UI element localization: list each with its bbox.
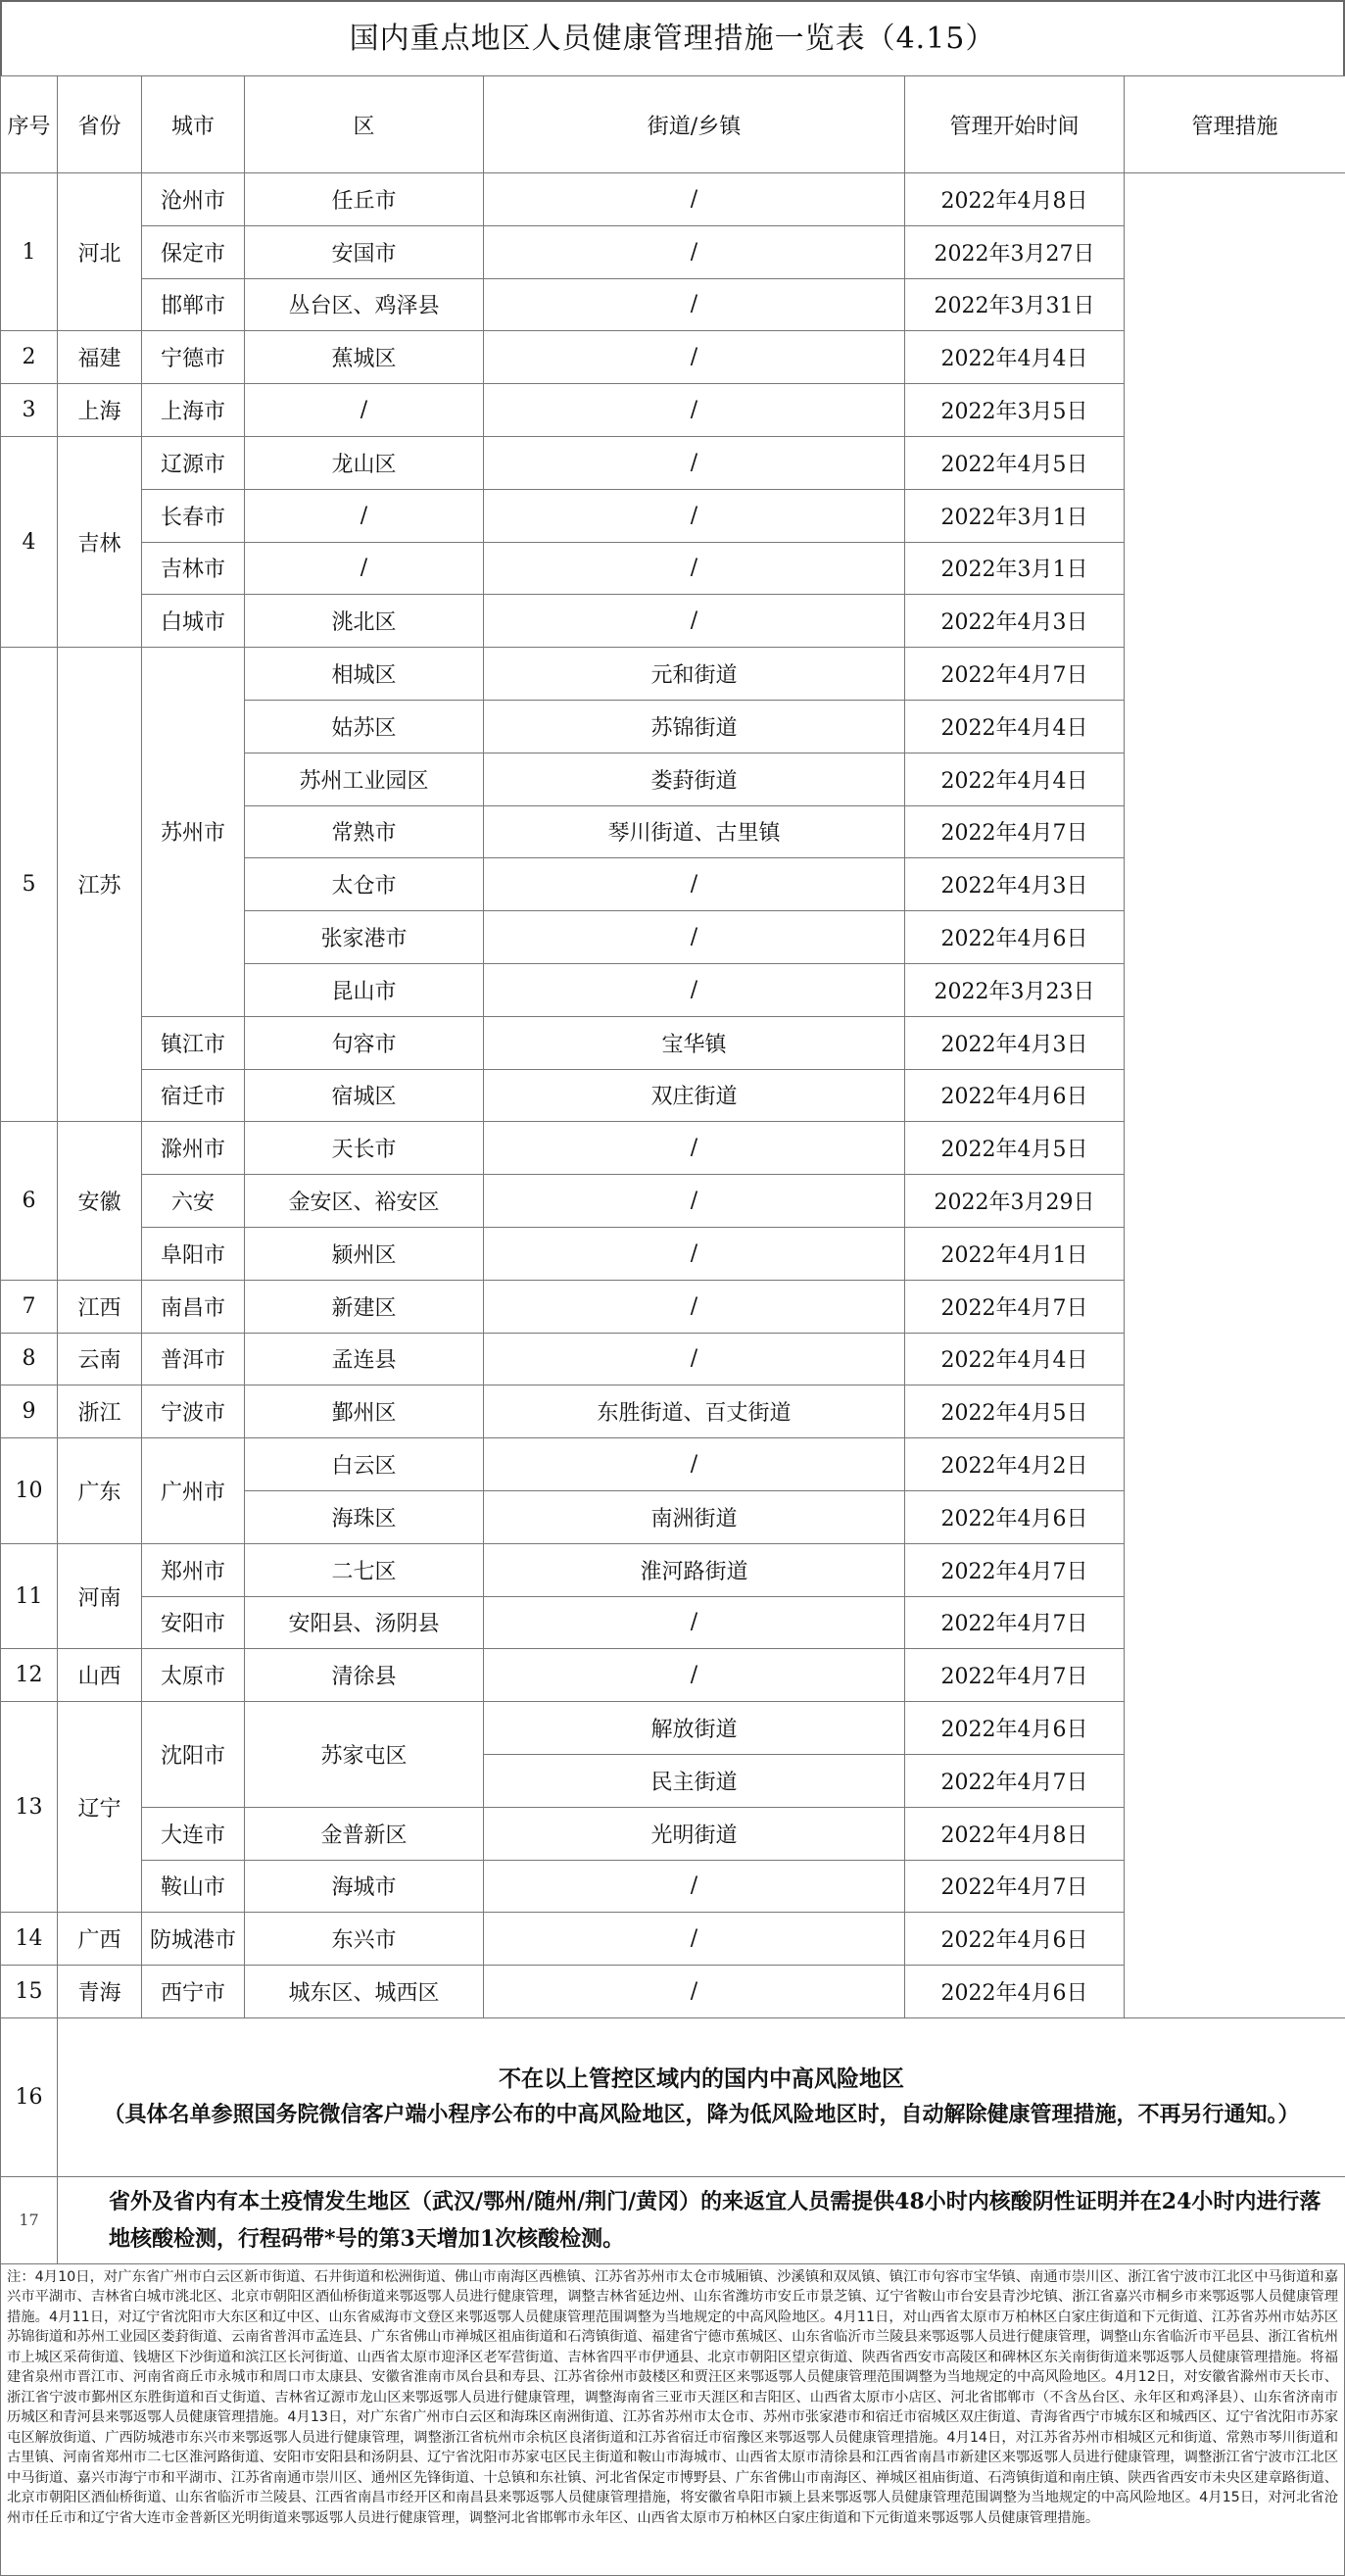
cell-start-date: 2022年4月5日 xyxy=(905,1385,1125,1438)
cell-district: 任丘市 xyxy=(245,173,484,226)
cell-street: 东胜街道、百丈街道 xyxy=(484,1385,905,1438)
cell-start-date: 2022年4月3日 xyxy=(905,858,1125,911)
cell-start-date: 2022年4月3日 xyxy=(905,1016,1125,1069)
cell-street: 元和街道 xyxy=(484,648,905,701)
cell-start-date: 2022年4月2日 xyxy=(905,1438,1125,1491)
cell-start-date: 2022年4月6日 xyxy=(905,1490,1125,1543)
cell-province: 山西 xyxy=(58,1649,142,1702)
cell-district: 新建区 xyxy=(245,1280,484,1333)
cell-district: 二七区 xyxy=(245,1543,484,1596)
cell-city: 宿迁市 xyxy=(142,1069,245,1122)
cell-start-date: 2022年3月27日 xyxy=(905,225,1125,278)
cell-no: 12 xyxy=(1,1649,58,1702)
cell-province: 安徽 xyxy=(58,1122,142,1280)
cell-province: 广西 xyxy=(58,1913,142,1966)
cell-no: 11 xyxy=(1,1543,58,1649)
table-body xyxy=(1,173,1345,2264)
cell-district: 颍州区 xyxy=(245,1227,484,1280)
header-row xyxy=(1,76,1345,173)
table-row-17 xyxy=(1,2176,1345,2263)
cell-district: 清徐县 xyxy=(245,1649,484,1702)
cell-province: 江苏 xyxy=(58,648,142,1122)
cell-street: / xyxy=(484,963,905,1016)
cell-city: 南昌市 xyxy=(142,1280,245,1333)
cell-start-date: 2022年4月6日 xyxy=(905,1913,1125,1966)
cell-city: 鞍山市 xyxy=(142,1860,245,1913)
cell-start-date: 2022年4月6日 xyxy=(905,911,1125,964)
cell-no: 4 xyxy=(1,436,58,647)
cell-start-date: 2022年4月6日 xyxy=(905,1069,1125,1122)
cell-city: 阜阳市 xyxy=(142,1227,245,1280)
cell-city: 长春市 xyxy=(142,489,245,542)
cell-province: 江西 xyxy=(58,1280,142,1333)
cell-start-date: 2022年4月4日 xyxy=(905,700,1125,753)
cell-street: / xyxy=(484,911,905,964)
cell-province: 浙江 xyxy=(58,1385,142,1438)
header-measures: 管理措施 xyxy=(1125,76,1345,173)
cell-district: 孟连县 xyxy=(245,1333,484,1385)
cell-province: 福建 xyxy=(58,331,142,384)
cell-city: 大连市 xyxy=(142,1807,245,1860)
cell-province: 上海 xyxy=(58,384,142,437)
cell-start-date: 2022年4月7日 xyxy=(905,648,1125,701)
cell-start-date: 2022年4月8日 xyxy=(905,1807,1125,1860)
cell-start-date: 2022年3月29日 xyxy=(905,1175,1125,1228)
cell-start-date: 2022年4月1日 xyxy=(905,1227,1125,1280)
cell-start-date: 2022年3月23日 xyxy=(905,963,1125,1016)
header-district: 区 xyxy=(245,76,484,173)
cell-street: / xyxy=(484,542,905,595)
cell-street: / xyxy=(484,1860,905,1913)
cell-no: 9 xyxy=(1,1385,58,1438)
cell-district: 金安区、裕安区 xyxy=(245,1175,484,1228)
cell-district: / xyxy=(245,542,484,595)
cell-district: 金普新区 xyxy=(245,1807,484,1860)
cell-district: 蕉城区 xyxy=(245,331,484,384)
cell-district: 昆山市 xyxy=(245,963,484,1016)
cell-city: 安阳市 xyxy=(142,1596,245,1649)
cell-no: 14 xyxy=(1,1913,58,1966)
page-title: 国内重点地区人员健康管理措施一览表（4.15） xyxy=(0,0,1345,75)
note-text: 注：4月10日，对广东省广州市白云区新市街道、石井街道和松洲街道、佛山市南海区西樵镇、江苏省苏州市太仓市城厢镇、沙溪镇和双凤镇、镇江市句容市宝华镇、南通市崇川区、浙江省宁波市江北区中马街道和嘉兴市平湖市、吉林省白城市洮北区、北京市朝阳区酒仙桥街道来鄂返鄂人员进行健康管理，调整吉林省延边州、山东省潍坊市安丘市景芝镇、辽宁省鞍山市台安县青沙坨镇、浙江省嘉兴市桐乡市来鄂返鄂人员健康管理措施。4月11日，对辽宁省沈阳市大东区和辽中区、山东省威海市文登区来鄂返鄂人员健康管理范围调整为当地规定的中高风险地区。4月11日，对山西省太原市万柏林区白家庄街道和下元街道、江苏省苏州市姑苏区苏锦街道和苏州工业园区娄葑街道、云南省普洱市孟连县、广东省佛山市禅城区祖庙街道和石湾镇街道、福建省宁德市蕉城区、山东省临沂市兰陵县来鄂返鄂人员进行健康管理，调整山东省临沂市平邑县、浙江省杭州市上城区采荷街道、钱塘区下沙街道和滨江区长河街道、山西省太原市迎泽区老军营街道、吉林省四平市伊通县、北京市朝阳区望京街道、陕西省西安市高陵区和碑林区东关南街街道来鄂返鄂人员健康管理措施。将福建省泉州市晋江市、河南省商丘市永城市和周口市太康县、安徽省淮南市凤台县和寿县、江苏省徐州市鼓楼区和贾汪区来鄂返鄂人员健康管理范围调整为当地规定的中高风险地区。4月12日，对安徽省滁州市天长市、浙江省宁波市鄞州区东胜街道和百丈街道、吉林省辽源市龙山区来鄂返鄂人员进行健康管理，调整海南省三亚市天涯区和吉阳区、山西省太原市小店区、河北省邯郸市（不含丛台区、永年区和鸡泽县）、山东省济南市历城区和青河县来鄂返鄂人员健康管理措施。4月13日，对广东省广州市白云区和海珠区南洲街道、江苏省苏州市太仓市、苏州市张家港市和宿迁市宿城区双庄街道、青海省西宁市城东区和城西区、辽宁省沈阳市苏家屯区解放街道、广西防城港市东兴市来鄂返鄂人员进行健康管理，调整浙江省杭州市余杭区良渚街道和江苏省宿迁市宿豫区来鄂返鄂人员健康管理措施。4月14日，对江苏省苏州市相城区元和街道、常熟市琴川街道和古里镇、河南省郑州市二七区淮河路街道、安阳市安阳县和汤阴县、辽宁省沈阳市苏家屯区民主街道和鞍山市海城市、山西省太原市清徐县和江西省南昌市新建区来鄂返鄂人员进行健康管理，调整浙江省宁波市江北区中马街道、嘉兴市海宁市和平湖市、江苏省南通市崇川区、通州区先锋街道、十总镇和东社镇、河北省保定市博野县、广东省佛山市南海区、禅城区祖庙街道、石湾镇街道和南庄镇、陕西省西安市未央区建章路街道、北京市朝阳区酒仙桥街道、山东省临沂市兰陵县、江西省南昌市经开区和南昌县来鄂返鄂人员健康管理措施，将安徽省阜阳市颍上县来鄂返鄂人员健康管理范围调整为当地规定的中高风险地区。4月15日，对河北省沧州市任丘市和辽宁省大连市金普新区光明街道来鄂返鄂人员进行健康管理，调整河北省邯郸市永年区、山西省太原市万柏林区白家庄街道和下元街道来鄂返鄂人员健康管理措施。 xyxy=(0,2264,1345,2576)
cell-street: 解放街道 xyxy=(484,1702,905,1755)
cell-street: 琴川街道、古里镇 xyxy=(484,805,905,858)
cell-street: / xyxy=(484,1122,905,1175)
cell-start-date: 2022年3月1日 xyxy=(905,542,1125,595)
cell-province: 青海 xyxy=(58,1966,142,2018)
cell-district: 句容市 xyxy=(245,1016,484,1069)
cell-city: 广州市 xyxy=(142,1438,245,1544)
cell-province: 河北 xyxy=(58,173,142,331)
cell-district: / xyxy=(245,384,484,437)
cell-district: 常熟市 xyxy=(245,805,484,858)
table-row-16 xyxy=(1,2017,1345,2176)
cell-street: 光明街道 xyxy=(484,1807,905,1860)
cell-street: / xyxy=(484,1649,905,1702)
cell-start-date: 2022年4月7日 xyxy=(905,1280,1125,1333)
cell-no: 2 xyxy=(1,331,58,384)
cell-district: 苏州工业园区 xyxy=(245,753,484,805)
cell-district: 安阳县、汤阴县 xyxy=(245,1596,484,1649)
cell-city: 太原市 xyxy=(142,1649,245,1702)
cell-city: 防城港市 xyxy=(142,1913,245,1966)
cell-city: 沧州市 xyxy=(142,173,245,226)
cell-no: 1 xyxy=(1,173,58,331)
cell-city: 上海市 xyxy=(142,384,245,437)
cell-start-date: 2022年4月4日 xyxy=(905,753,1125,805)
row16-line1: 不在以上管控区域内的国内中高风险地区 xyxy=(499,2066,904,2093)
cell-start-date: 2022年4月7日 xyxy=(905,1543,1125,1596)
header-city: 城市 xyxy=(142,76,245,173)
cell-province: 广东 xyxy=(58,1438,142,1544)
cell-city: 普洱市 xyxy=(142,1333,245,1385)
cell-no: 16 xyxy=(1,2017,58,2176)
cell-street: 娄葑街道 xyxy=(484,753,905,805)
cell-district: 天长市 xyxy=(245,1122,484,1175)
cell-district: 白云区 xyxy=(245,1438,484,1491)
header-start-date: 管理开始时间 xyxy=(905,76,1125,173)
cell-city: 辽源市 xyxy=(142,436,245,489)
cell-district: 太仓市 xyxy=(245,858,484,911)
cell-start-date: 2022年4月6日 xyxy=(905,1702,1125,1755)
cell-street: / xyxy=(484,1227,905,1280)
cell-start-date: 2022年4月7日 xyxy=(905,1596,1125,1649)
cell-province: 河南 xyxy=(58,1543,142,1649)
cell-start-date: 2022年4月8日 xyxy=(905,173,1125,226)
cell-no: 5 xyxy=(1,648,58,1122)
cell-district: 姑苏区 xyxy=(245,700,484,753)
cell-no: 3 xyxy=(1,384,58,437)
cell-street: / xyxy=(484,1280,905,1333)
cell-city: 苏州市 xyxy=(142,648,245,1017)
cell-street: / xyxy=(484,489,905,542)
cell-start-date: 2022年4月5日 xyxy=(905,436,1125,489)
cell-street: / xyxy=(484,595,905,648)
cell-district: 鄞州区 xyxy=(245,1385,484,1438)
cell-no: 17 xyxy=(1,2176,58,2263)
cell-start-date: 2022年3月31日 xyxy=(905,278,1125,331)
cell-city: 滁州市 xyxy=(142,1122,245,1175)
cell-start-date: 2022年3月1日 xyxy=(905,489,1125,542)
cell-city: 六安 xyxy=(142,1175,245,1228)
cell-street: 民主街道 xyxy=(484,1754,905,1807)
cell-district: 龙山区 xyxy=(245,436,484,489)
cell-street: / xyxy=(484,384,905,437)
cell-street: 苏锦街道 xyxy=(484,700,905,753)
cell-street: 双庄街道 xyxy=(484,1069,905,1122)
cell-no: 7 xyxy=(1,1280,58,1333)
cell-street: / xyxy=(484,1175,905,1228)
cell-start-date: 2022年4月3日 xyxy=(905,595,1125,648)
cell-street: / xyxy=(484,1438,905,1491)
health-management-table xyxy=(0,75,1345,2264)
cell-street: / xyxy=(484,858,905,911)
cell-start-date: 2022年4月4日 xyxy=(905,1333,1125,1385)
header-province: 省份 xyxy=(58,76,142,173)
cell-city: 保定市 xyxy=(142,225,245,278)
cell-district: 安国市 xyxy=(245,225,484,278)
cell-city: 宁德市 xyxy=(142,331,245,384)
cell-city: 吉林市 xyxy=(142,542,245,595)
cell-no: 6 xyxy=(1,1122,58,1280)
cell-street: / xyxy=(484,278,905,331)
cell-city: 西宁市 xyxy=(142,1966,245,2018)
cell-street: / xyxy=(484,436,905,489)
row16-line2: （具体名单参照国务院微信客户端小程序公布的中高风险地区，降为低风险地区时，自动解除健康管理措施，不再另行通知。） xyxy=(103,2102,1300,2128)
cell-district: 苏家屯区 xyxy=(245,1702,484,1808)
cell-start-date: 2022年4月4日 xyxy=(905,331,1125,384)
cell-province: 云南 xyxy=(58,1333,142,1385)
cell-city: 白城市 xyxy=(142,595,245,648)
cell-street: / xyxy=(484,331,905,384)
cell-street: / xyxy=(484,1966,905,2018)
cell-street: / xyxy=(484,1596,905,1649)
cell-start-date: 2022年4月6日 xyxy=(905,1966,1125,2018)
cell-start-date: 2022年3月5日 xyxy=(905,384,1125,437)
cell-street: 淮河路街道 xyxy=(484,1543,905,1596)
cell-no: 10 xyxy=(1,1438,58,1544)
cell-district: 相城区 xyxy=(245,648,484,701)
cell-street: / xyxy=(484,1333,905,1385)
cell-district: 城东区、城西区 xyxy=(245,1966,484,2018)
cell-province: 辽宁 xyxy=(58,1702,142,1913)
cell-start-date: 2022年4月7日 xyxy=(905,1754,1125,1807)
cell-city: 镇江市 xyxy=(142,1016,245,1069)
cell-street: / xyxy=(484,173,905,226)
cell-no: 13 xyxy=(1,1702,58,1913)
header-no: 序号 xyxy=(1,76,58,173)
cell-district: 海城市 xyxy=(245,1860,484,1913)
cell-city: 郑州市 xyxy=(142,1543,245,1596)
cell-start-date: 2022年4月7日 xyxy=(905,805,1125,858)
cell-province: 吉林 xyxy=(58,436,142,647)
row16-text xyxy=(58,2017,1345,2176)
cell-start-date: 2022年4月7日 xyxy=(905,1860,1125,1913)
cell-city: 沈阳市 xyxy=(142,1702,245,1808)
cell-city: 宁波市 xyxy=(142,1385,245,1438)
cell-measures xyxy=(1125,173,1345,2018)
cell-city: 邯郸市 xyxy=(142,278,245,331)
cell-district: / xyxy=(245,489,484,542)
cell-street: / xyxy=(484,225,905,278)
cell-no: 8 xyxy=(1,1333,58,1385)
cell-start-date: 2022年4月5日 xyxy=(905,1122,1125,1175)
header-street: 街道/乡镇 xyxy=(484,76,905,173)
cell-district: 东兴市 xyxy=(245,1913,484,1966)
cell-no: 15 xyxy=(1,1966,58,2018)
cell-district: 海珠区 xyxy=(245,1490,484,1543)
cell-district: 丛台区、鸡泽县 xyxy=(245,278,484,331)
cell-street: / xyxy=(484,1913,905,1966)
cell-district: 宿城区 xyxy=(245,1069,484,1122)
cell-district: 洮北区 xyxy=(245,595,484,648)
cell-start-date: 2022年4月7日 xyxy=(905,1649,1125,1702)
cell-street: 南洲街道 xyxy=(484,1490,905,1543)
cell-street: 宝华镇 xyxy=(484,1016,905,1069)
table-row xyxy=(1,173,1345,226)
cell-district: 张家港市 xyxy=(245,911,484,964)
row17-text: 省外及省内有本土疫情发生地区（武汉/鄂州/随州/荆门/黄冈）的来返宜人员需提供48小时内核酸阴性证明并在24小时内进行落地核酸检测，行程码带*号的第3天增加1次核酸检测。 xyxy=(58,2176,1345,2263)
